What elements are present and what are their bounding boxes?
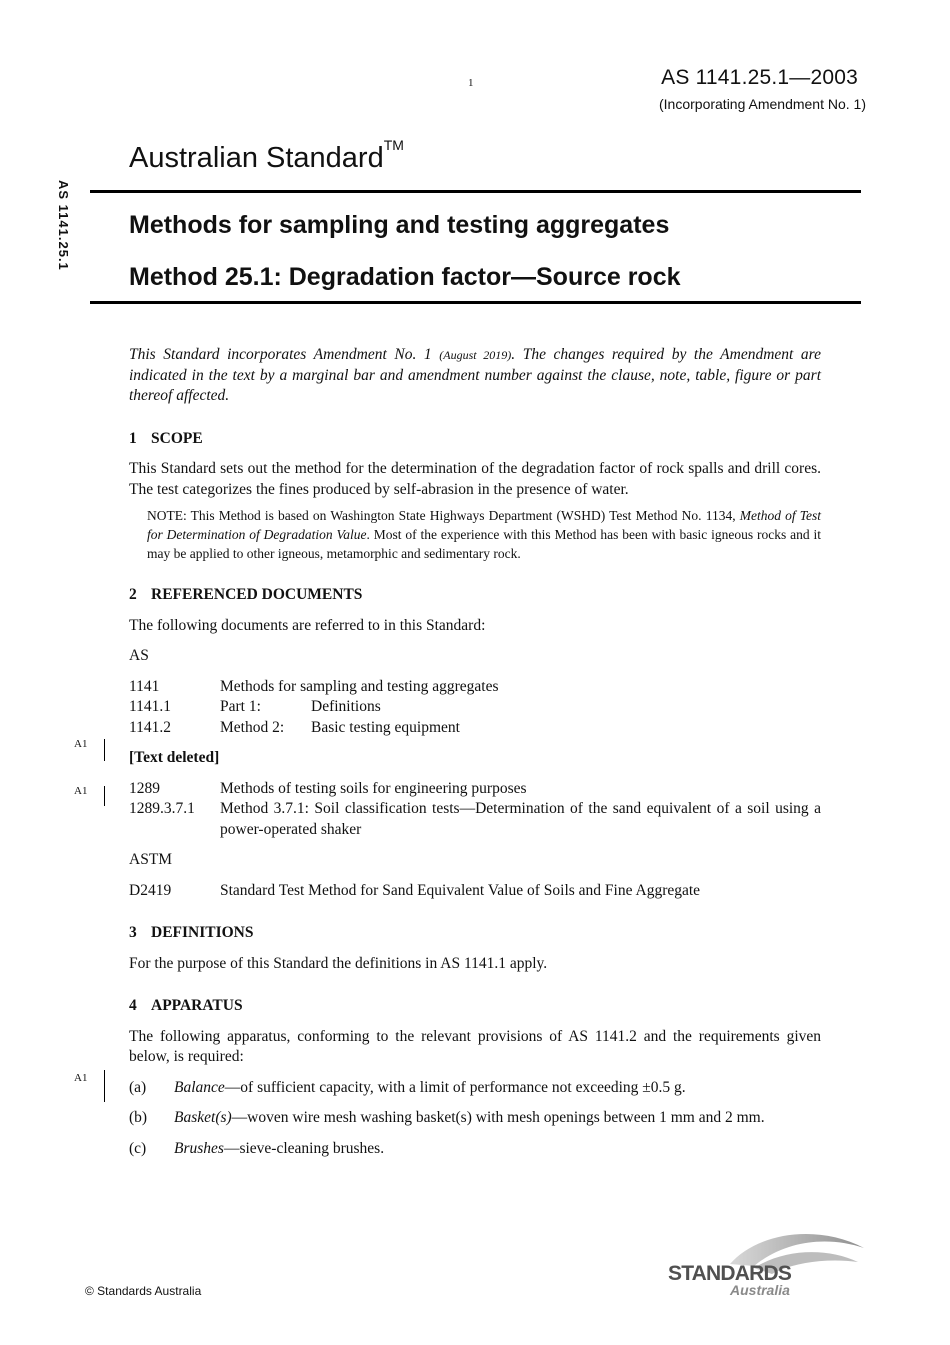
item-term: Balance — [174, 1078, 225, 1096]
note-method-title: Method of Test for Determination of Degradation Value — [147, 508, 821, 542]
amendment-incorporation-note: (Incorporating Amendment No. 1) — [659, 96, 866, 112]
reference-code: D2419 — [129, 881, 172, 899]
apparatus-item — [129, 1108, 821, 1129]
section-heading-apparatus — [129, 996, 821, 1017]
section-number: 3 — [129, 924, 137, 941]
reference-code: 1289 — [129, 779, 160, 797]
intro-date: (August 2019) — [439, 348, 512, 362]
reference-title: Basic testing equipment — [311, 718, 460, 736]
item-text: —woven wire mesh washing basket(s) with mesh openings between 1 mm and 2 mm. — [231, 1109, 765, 1126]
definitions-text: For the purpose of this Standard the definitions in AS 1141.1 apply. — [129, 954, 548, 972]
reference-title: Standard Test Method for Sand Equivalent Value of Soils and Fine Aggregate — [220, 881, 701, 899]
reference-title: Methods of testing soils for engineering purposes — [220, 779, 527, 797]
section-heading-scope — [129, 429, 821, 450]
reference-code: 1289.3.7.1 — [129, 800, 195, 817]
amendment-bar — [104, 786, 105, 806]
section-number: 2 — [129, 586, 137, 603]
scope-text: This Standard sets out the method for the determination of the degradation factor of rock spalls and drill cores. The test categorizes the fines produced by self-abrasion in the presence of water. — [129, 460, 821, 498]
amendment-marker: A1 — [74, 785, 88, 797]
section-heading-references — [129, 585, 821, 606]
spine-standard-number: AS 1141.25.1 — [56, 180, 71, 271]
references-intro: The following documents are referred to in this Standard: — [129, 616, 486, 634]
note-text: NOTE: This Method is based on Washington State Highways Department (WSHD) Test Method No. 1134, — [147, 508, 740, 523]
document-title: Methods for sampling and testing aggregates — [129, 211, 670, 239]
amendment-bar — [104, 739, 105, 761]
series-title-text: Australian Standard — [129, 142, 384, 174]
reference-row — [129, 677, 821, 698]
item-label: (b) — [129, 1109, 148, 1126]
reference-part: Method 2: — [220, 718, 285, 736]
logo-subtitle: Australia — [730, 1282, 790, 1298]
trademark-mark: TM — [383, 137, 404, 154]
section-title: DEFINITIONS — [151, 924, 254, 941]
reference-code: 1141.1 — [129, 698, 172, 715]
item-label: (c) — [129, 1139, 147, 1157]
top-rule — [90, 190, 861, 193]
section-title: APPARATUS — [151, 997, 243, 1014]
bottom-rule — [90, 301, 861, 304]
item-text: —of sufficient capacity, with a limit of performance not exceeding ±0.5 g. — [224, 1078, 686, 1096]
reference-title: Definitions — [311, 698, 381, 715]
standard-number: AS 1141.25.1—2003 — [661, 66, 858, 89]
reference-code: 1141.2 — [129, 718, 172, 736]
text-deleted: [Text deleted] — [129, 749, 220, 766]
standards-australia-logo — [668, 1226, 868, 1306]
series-title — [129, 137, 404, 175]
item-text: —sieve-cleaning brushes. — [223, 1139, 385, 1157]
apparatus-item — [129, 1139, 821, 1160]
section-title: REFERENCED DOCUMENTS — [151, 586, 363, 603]
as-label: AS — [129, 647, 149, 664]
reference-code: 1141 — [129, 677, 160, 695]
reference-row — [129, 779, 821, 800]
apparatus-text: The following apparatus, conforming to the relevant provisions of AS 1141.2 and the requirements given below, is required: — [129, 1027, 821, 1065]
item-label: (a) — [129, 1078, 147, 1096]
amendment-marker: A1 — [74, 1072, 88, 1084]
intro-text: This Standard incorporates Amendment No. 1 — [129, 346, 440, 363]
reference-title: Method 3.7.1: Soil classification tests—Determination of the sand equivalent of a soil using a power-operated shaker — [220, 800, 821, 838]
reference-title: Methods for sampling and testing aggregates — [220, 677, 499, 695]
section-number: 4 — [129, 997, 137, 1014]
amendment-intro — [129, 345, 821, 407]
astm-label: ASTM — [129, 851, 173, 868]
intro-text-cont: . The changes required by the Amendment are indicated in the text by a marginal bar and amendment number against the clause, note, table, figure or part thereof affected. — [129, 346, 821, 404]
logo-wordmark: STANDARDS — [668, 1262, 792, 1285]
reference-row — [129, 799, 821, 840]
section-title: SCOPE — [151, 429, 203, 447]
reference-row — [129, 697, 821, 718]
amendment-marker: A1 — [74, 738, 88, 750]
copyright-notice: © Standards Australia — [85, 1284, 202, 1298]
amendment-bar — [104, 1070, 105, 1102]
item-term: Basket(s) — [174, 1109, 232, 1126]
document-body — [129, 345, 821, 1169]
section-heading-definitions — [129, 923, 821, 944]
apparatus-item — [129, 1078, 821, 1099]
reference-part: Part 1: — [220, 698, 261, 715]
reference-row — [129, 881, 821, 902]
document-subtitle: Method 25.1: Degradation factor—Source rock — [129, 263, 681, 291]
section-number: 1 — [129, 429, 137, 447]
item-term: Brushes — [174, 1139, 224, 1157]
reference-row — [129, 718, 821, 739]
note-text-cont: . Most of the experience with this Method has been with basic igneous rocks and it may be applied to other igneous, metamorphic and sedimentary rock. — [147, 527, 822, 561]
scope-note — [147, 506, 821, 563]
page-number: 1 — [468, 77, 474, 89]
